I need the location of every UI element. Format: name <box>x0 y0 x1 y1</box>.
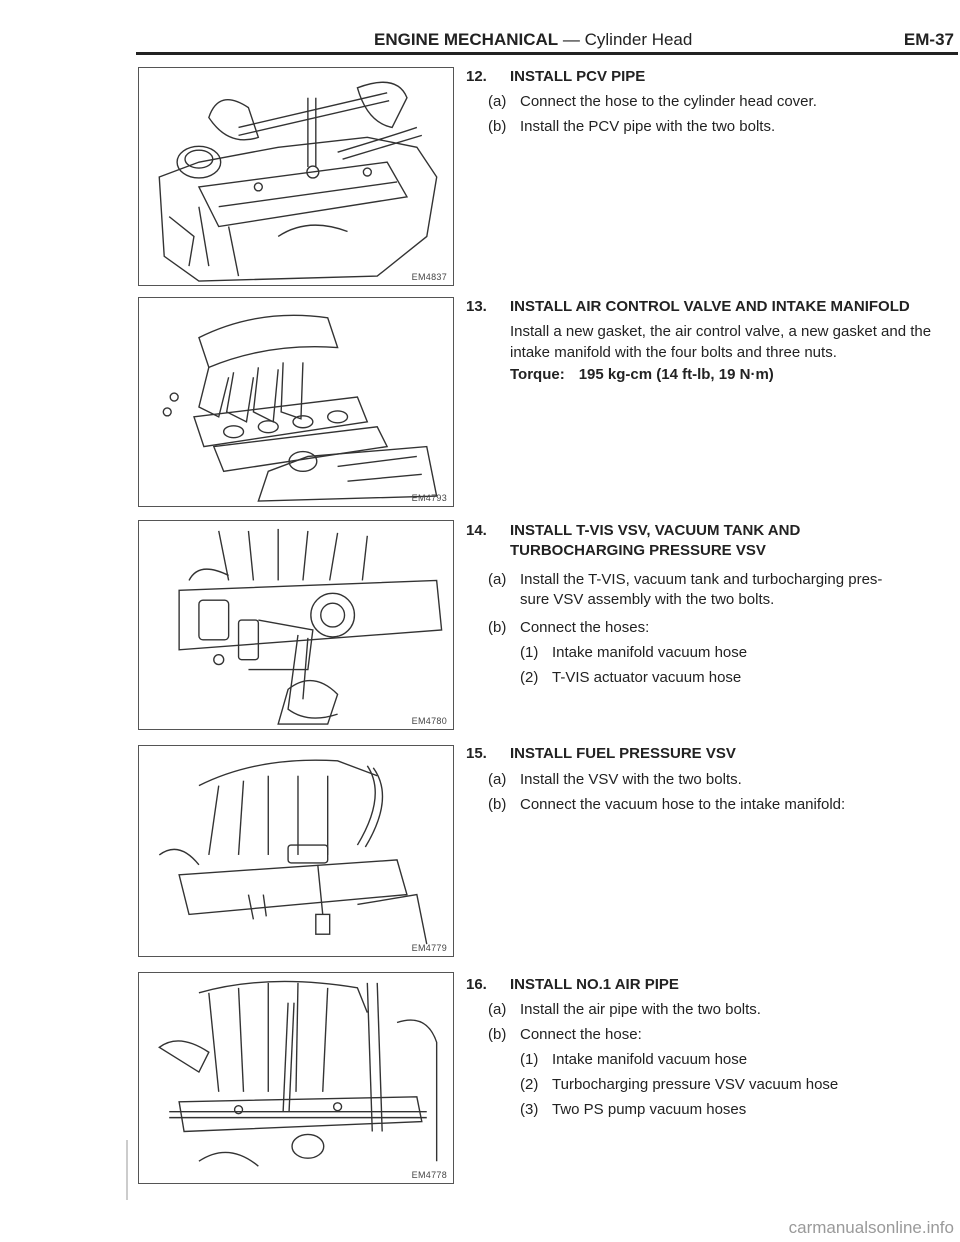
step-title: INSTALL FUEL PRESSURE VSV <box>510 745 736 762</box>
sub-text-line1: Install the T-VIS, vacuum tank and turbocharging pres- <box>520 571 883 588</box>
sub-text: Connect the hoses: <box>520 619 650 636</box>
figure-fuel-pressure-vsv <box>138 745 454 957</box>
step-title: INSTALL PCV PIPE <box>510 68 646 85</box>
step-number: 14. <box>466 522 487 539</box>
sub-text: Connect the vacuum hose to the intake manifold: <box>520 796 846 813</box>
step-title <box>510 521 956 561</box>
pcv-pipe-illustration <box>139 68 453 285</box>
sub-text <box>520 570 953 610</box>
figure-code: EM4778 <box>411 1170 447 1180</box>
sub-label: (a) <box>488 1001 507 1018</box>
sub-label: (a) <box>488 93 507 110</box>
figure-code: EM4779 <box>411 943 447 953</box>
torque-value: 195 kg-cm (14 ft-lb, 19 N·m) <box>578 366 774 383</box>
item-text: Two PS pump vacuum hoses <box>552 1101 747 1118</box>
torque-label: Torque: <box>510 366 565 383</box>
figure-code: EM4793 <box>411 493 447 503</box>
item-text: T-VIS actuator vacuum hose <box>552 669 742 686</box>
step-title-line1: INSTALL T-VIS VSV, VACUUM TANK AND <box>510 522 801 539</box>
sub-label: (b) <box>488 118 507 135</box>
figure-code: EM4780 <box>411 716 447 726</box>
step-number: 16. <box>466 976 487 993</box>
sub-text: Connect the hose: <box>520 1026 642 1043</box>
step-number: 15. <box>466 745 487 762</box>
step-title-line2: TURBOCHARGING PRESSURE VSV <box>510 542 766 559</box>
page-header <box>140 30 958 52</box>
sub-text-line2: sure VSV assembly with the two bolts. <box>520 591 775 608</box>
intake-manifold-illustration <box>139 298 453 506</box>
item-label: (2) <box>520 669 539 686</box>
margin-line <box>126 1140 128 1200</box>
section-title-rest: — Cylinder Head <box>558 30 693 49</box>
item-label: (1) <box>520 644 539 661</box>
air-pipe-illustration <box>139 973 453 1183</box>
step-number: 13. <box>466 298 487 315</box>
sub-text: Install the air pipe with the two bolts. <box>520 1001 761 1018</box>
sub-label: (b) <box>488 619 507 636</box>
section-title <box>374 30 692 50</box>
step-number: 12. <box>466 68 487 85</box>
figure-tvis-vsv <box>138 520 454 730</box>
section-title-bold: ENGINE MECHANICAL <box>374 30 559 49</box>
figure-intake-manifold <box>138 297 454 507</box>
sub-text: Connect the hose to the cylinder head cover. <box>520 93 817 110</box>
figure-air-pipe <box>138 972 454 1184</box>
item-label: (2) <box>520 1076 539 1093</box>
torque-spec <box>510 366 774 383</box>
figure-code: EM4837 <box>411 272 447 282</box>
step-title: INSTALL AIR CONTROL VALVE AND INTAKE MANIFOLD <box>510 298 910 315</box>
sub-label: (b) <box>488 1026 507 1043</box>
figure-pcv-pipe <box>138 67 454 286</box>
tvis-vsv-illustration <box>139 521 453 729</box>
item-text: Turbocharging pressure VSV vacuum hose <box>552 1076 839 1093</box>
step-title: INSTALL NO.1 AIR PIPE <box>510 976 679 993</box>
sub-label: (a) <box>488 571 507 588</box>
header-rule <box>136 52 958 55</box>
item-label: (3) <box>520 1101 539 1118</box>
item-label: (1) <box>520 1051 539 1068</box>
sub-label: (a) <box>488 771 507 788</box>
watermark: carmanualsonline.info <box>788 1218 954 1237</box>
item-text: Intake manifold vacuum hose <box>552 644 748 661</box>
sub-text: Install the PCV pipe with the two bolts. <box>520 118 776 135</box>
item-text: Intake manifold vacuum hose <box>552 1051 748 1068</box>
step-13-text: Install a new gasket, the air control valve, a new gasket and the intake manifold with the four bolts and three nuts. <box>510 323 932 361</box>
sub-text: Install the VSV with the two bolts. <box>520 771 742 788</box>
page-number: EM-37 <box>903 30 954 49</box>
fuel-pressure-vsv-illustration <box>139 746 453 956</box>
sub-label: (b) <box>488 796 507 813</box>
